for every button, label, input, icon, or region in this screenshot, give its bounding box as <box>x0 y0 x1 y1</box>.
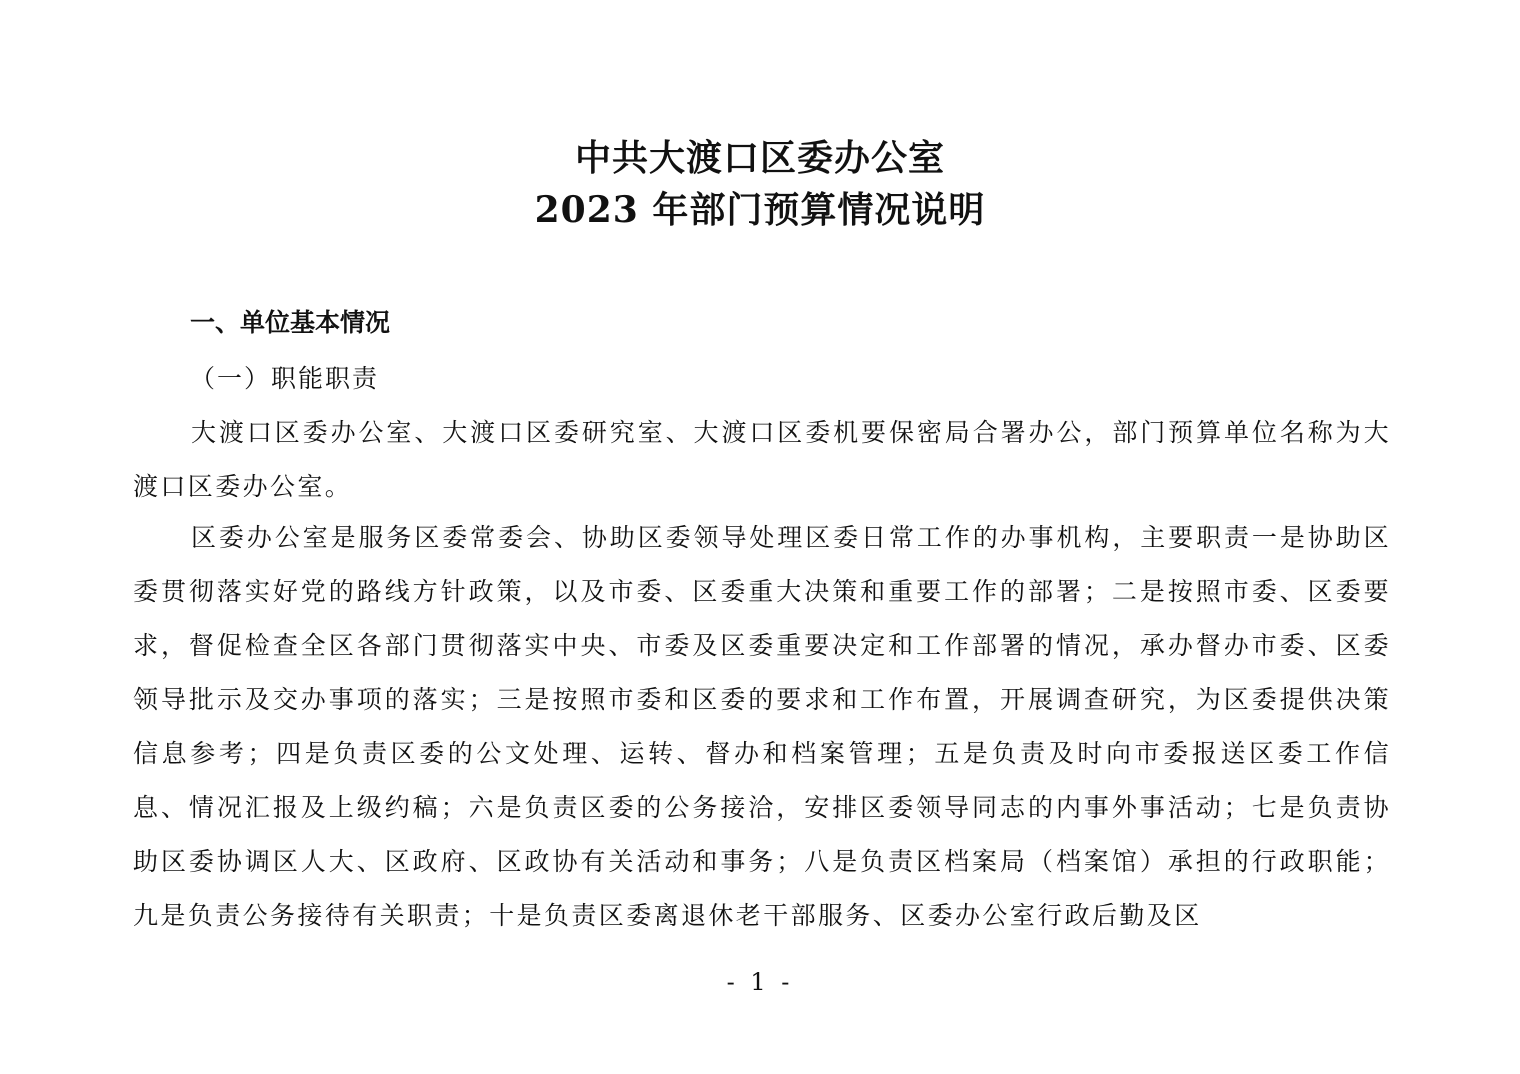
subsection-heading-duties: （一）职能职责 <box>190 364 380 393</box>
paragraph-office-merger: 大渡口区委办公室、大渡口区委研究室、大渡口区委机要保密局合署办公，部门预算单位名称为大渡口区委办公室。 <box>133 418 1391 501</box>
document-title <box>0 132 1520 236</box>
title-line-subject: 2023 年部门预算情况说明 <box>534 189 986 231</box>
title-line-organization: 中共大渡口区委办公室 <box>574 137 945 179</box>
section-heading-unit-basics: 一、单位基本情况 <box>190 308 391 337</box>
paragraph-main-duties: 区委办公室是服务区委常委会、协助区委领导处理区委日常工作的办事机构，主要职责一是协助区委贯彻落实好党的路线方针政策，以及市委、区委重大决策和重要工作的部署；二是按照市委、区委要求，督促检查全区各部门贯彻落实中央、市委及区委重要决定和工作部署的情况，承办督办市委、区委领导批示及交办事项的落实；三是按照市委和区委的要求和工作布置，开展调查研究，为区委提供决策信息参考；四是负责区委的公文处理、运转、督办和档案管理；五是负责及时向市委报送区委工作信息、情况汇报及上级约稿；六是负责区委的公务接洽，安排区委领导同志的内事外事活动；七是负责协助区委协调区人大、区政府、区政协有关活动和事务；八是负责区档案局（档案馆）承担的行政职能；九是负责公务接待有关职责；十是负责区委离退休老干部服务、区委办公室行政后勤及区 <box>133 523 1391 930</box>
page-number: - 1 - <box>726 968 794 996</box>
